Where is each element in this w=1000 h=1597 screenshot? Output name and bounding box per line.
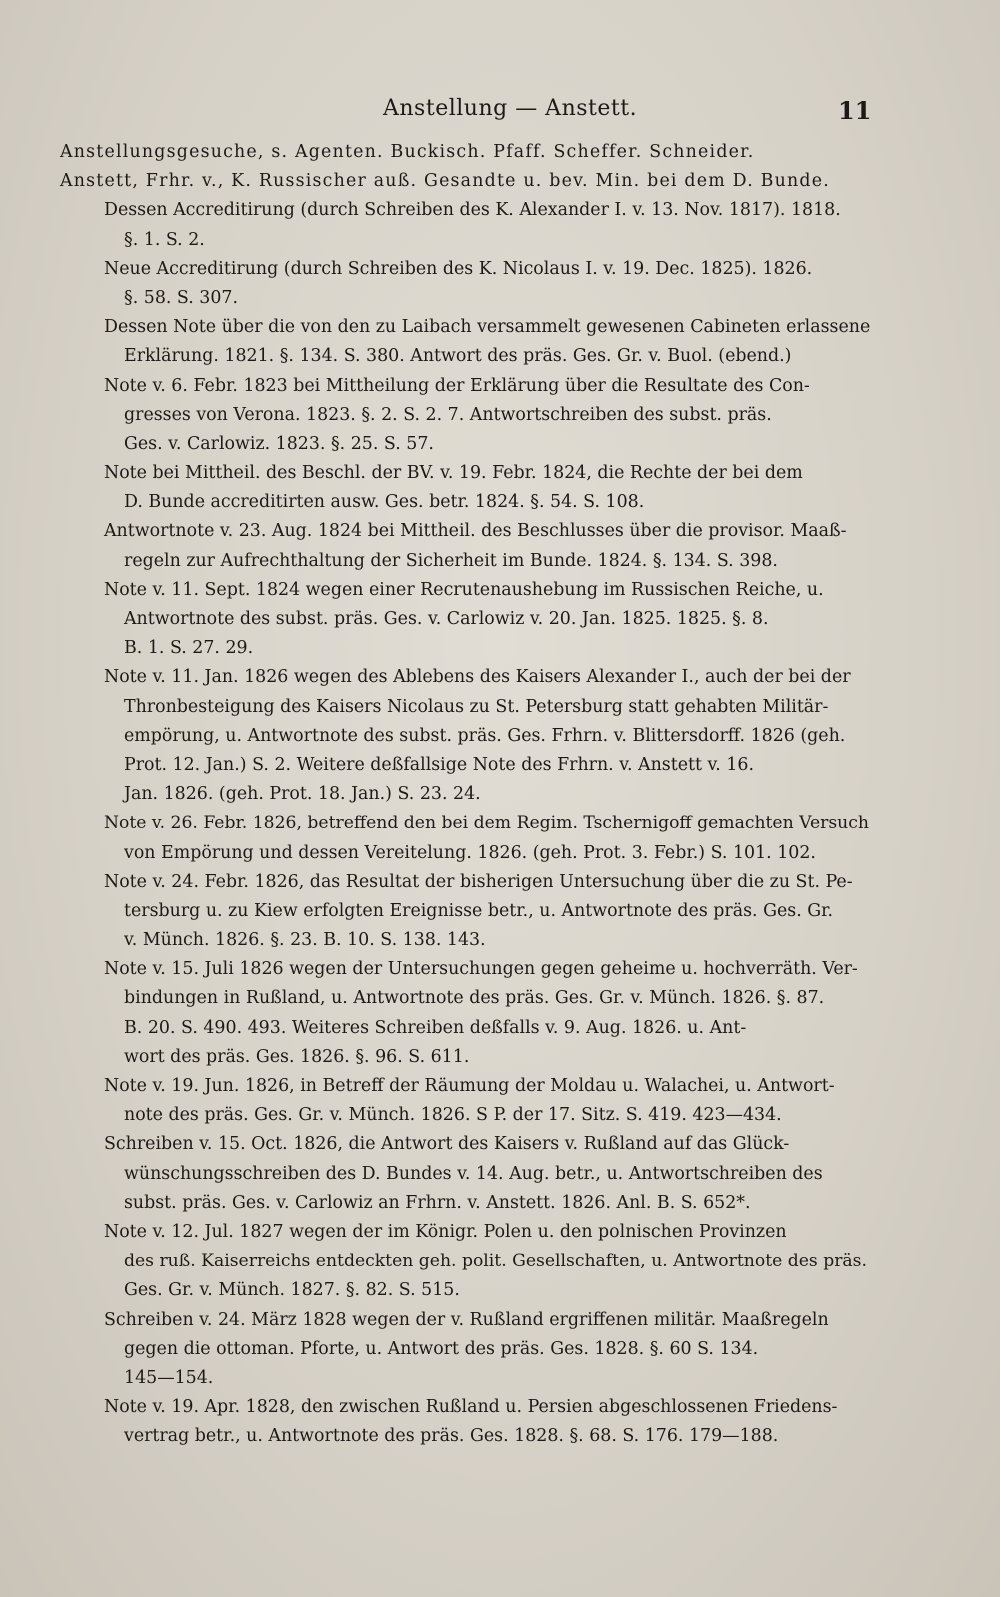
index-line: Schreiben v. 24. März 1828 wegen der v. Rußland ergriffenen militär. Maaßregeln [104,1309,829,1330]
index-line: Erklärung. 1821. §. 134. S. 380. Antwort des präs. Ges. Gr. v. Buol. (ebend.) [124,346,792,367]
index-line: note des präs. Ges. Gr. v. Münch. 1826. S P. der 17. Sitz. S. 419. 423—434. [124,1105,782,1126]
index-line: tersburg u. zu Kiew erfolgten Ereignisse betr., u. Antwortnote des präs. Ges. Gr. [124,900,834,921]
index-line: Note v. 15. Juli 1826 wegen der Untersuchungen gegen geheime u. hochverräth. Ver- [104,959,858,980]
index-line: Ges. Gr. v. Münch. 1827. §. 82. S. 515. [124,1280,460,1301]
index-line: Note v. 11. Jan. 1826 wegen des Ablebens des Kaisers Alexander I., auch der bei der [104,667,851,688]
index-line: Note v. 6. Febr. 1823 bei Mittheilung der Erklärung über die Resultate des Con- [104,375,810,396]
index-line: Dessen Accreditirung (durch Schreiben des K. Alexander I. v. 13. Nov. 1817). 1818. [104,200,841,221]
index-line: Ges. v. Carlowiz. 1823. §. 25. S. 57. [124,433,434,454]
index-line: vertrag betr., u. Antwortnote des präs. Ges. 1828. §. 68. S. 176. 179—188. [124,1426,779,1447]
index-line: Note v. 19. Jun. 1826, in Betreff der Räumung der Moldau u. Walachei, u. Antwort- [104,1076,835,1096]
index-line: empörung, u. Antwortnote des subst. präs. Ges. Frhrn. v. Blittersdorff. 1826 (geh. [124,725,846,746]
index-line: subst. präs. Ges. v. Carlowiz an Frhrn. v. Anstett. 1826. Anl. B. S. 652*. [124,1192,751,1213]
index-line: B. 1. S. 27. 29. [124,638,254,659]
index-line: Neue Accreditirung (durch Schreiben des K. Nicolaus I. v. 19. Dec. 1825). 1826. [104,258,813,279]
index-line: von Empörung und dessen Vereitelung. 1826. (geh. Prot. 3. Febr.) S. 101. 102. [124,842,816,863]
index-line: Jan. 1826. (geh. Prot. 18. Jan.) S. 23. 24. [124,784,481,805]
index-line: Antwortnote des subst. präs. Ges. v. Carlowiz v. 20. Jan. 1825. 1825. §. 8. [124,609,769,629]
index-line: Note v. 11. Sept. 1824 wegen einer Recrutenaushebung im Russischen Reiche, u. [104,579,824,600]
index-line: Note v. 24. Febr. 1826, das Resultat der bisherigen Untersuchung über die zu St. Pe- [104,871,853,892]
index-line: Prot. 12. Jan.) S. 2. Weitere deßfallsige Note des Frhrn. v. Anstett v. 16. [124,754,754,775]
index-line: Dessen Note über die von den zu Laibach versammelt gewesenen Cabineten erlassene [104,317,871,338]
index-line: Antwortnote v. 23. Aug. 1824 bei Mittheil. des Beschlusses über die provisor. Maaß- [104,521,847,542]
index-line: bindungen in Rußland, u. Antwortnote des präs. Ges. Gr. v. Münch. 1826. §. 87. [124,988,825,1009]
index-line: gresses von Verona. 1823. §. 2. S. 2. 7. Antwortschreiben des subst. präs. [124,404,772,425]
index-line: Anstellungsgesuche, s. Agenten. Buckisch. Pfaff. Scheffer. Schneider. [60,142,755,162]
index-line: Anstett, Frhr. v., K. Russischer auß. Gesandte u. bev. Min. bei dem D. Bunde. [60,171,830,192]
index-line: B. 20. S. 490. 493. Weiteres Schreiben deßfalls v. 9. Aug. 1826. u. Ant- [124,1017,747,1038]
running-title: Anstellung — Anstett. [383,96,638,121]
index-line: wort des präs. Ges. 1826. §. 96. S. 611. [124,1046,470,1067]
index-line: Schreiben v. 15. Oct. 1826, die Antwort des Kaisers v. Rußland auf das Glück- [104,1134,790,1155]
index-line: Note bei Mittheil. des Beschl. der BV. v. 19. Febr. 1824, die Rechte der bei dem [104,463,803,484]
index-line: regeln zur Aufrechthaltung der Sicherheit im Bunde. 1824. §. 134. S. 398. [124,550,778,571]
page-header [0,96,1000,130]
index-line: §. 58. S. 307. [124,287,239,308]
index-line: Note v. 19. Apr. 1828, den zwischen Rußland u. Persien abgeschlossenen Friedens- [104,1397,838,1418]
index-line: D. Bunde accreditirten ausw. Ges. betr. 1824. §. 54. S. 108. [124,492,645,513]
index-line: v. Münch. 1826. §. 23. B. 10. S. 138. 143. [124,930,486,951]
index-line: Note v. 26. Febr. 1826, betreffend den bei dem Regim. Tschernigoff gemachten Versuch [104,813,869,834]
index-line: 145—154. [124,1367,214,1388]
index-line: gegen die ottoman. Pforte, u. Antwort des präs. Ges. 1828. §. 60 S. 134. [124,1338,759,1359]
index-line: §. 1. S. 2. [124,229,205,250]
page-number: 11 [838,96,872,125]
index-text-block [60,138,875,1451]
index-line: des ruß. Kaiserreichs entdeckten geh. polit. Gesellschaften, u. Antwortnote des präs. [124,1251,867,1272]
index-line: Thronbesteigung des Kaisers Nicolaus zu St. Petersburg statt gehabten Militär- [124,696,829,717]
index-line: wünschungsschreiben des D. Bundes v. 14. Aug. betr., u. Antwortschreiben des [124,1163,823,1184]
index-line: Note v. 12. Jul. 1827 wegen der im Königr. Polen u. den polnischen Provinzen [104,1221,787,1242]
